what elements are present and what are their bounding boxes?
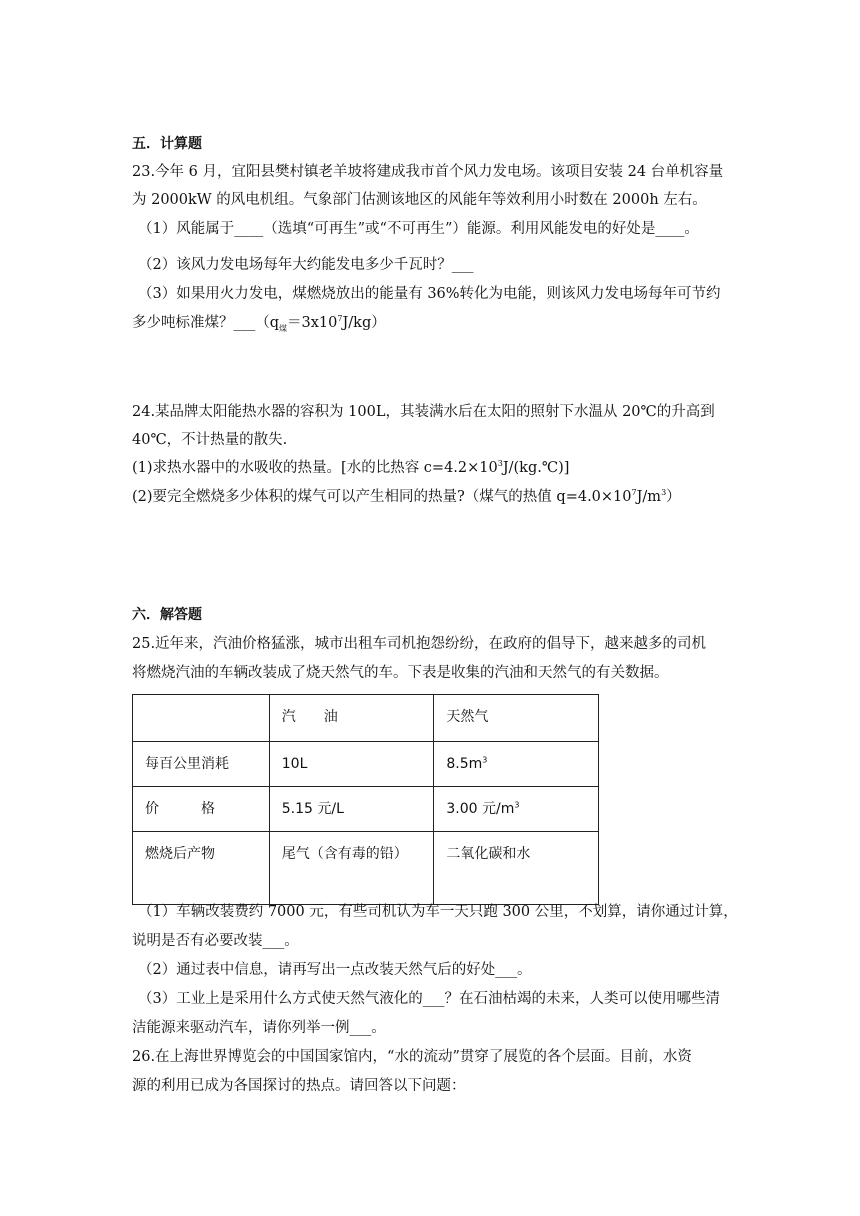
- q26-line-2: 源的利用已成为各国探讨的热点。请回答以下问题：: [132, 1078, 466, 1094]
- q24-part-2: (2)要完全燃烧多少体积的煤气可以产生相同的热量?（煤气的热值 $q=4.0\times 10^7J/m^3$）: [132, 488, 681, 505]
- fuel-comparison-table: [132, 694, 599, 905]
- q23-part-1: （1）风能属于____（选填“可再生”或“不可再生”）能源。利用风能发电的好处是____。: [138, 221, 699, 237]
- q25-part-1-line-2: 说明是否有必要改装___。: [132, 933, 299, 949]
- section-heading-answer: 六．解答题: [132, 607, 202, 623]
- table-cell: 二氧化碳和水: [434, 832, 599, 905]
- table-row: [133, 787, 599, 832]
- table-header-gasoline: 汽 油: [269, 695, 434, 742]
- table-row-label: 每百公里消耗: [133, 742, 270, 787]
- q23-part-3-line-2: 多少吨标准煤？$\_\_\_(q_煤=3x10^7J/kg)$: [132, 314, 386, 333]
- table-row-label: 价 格: [133, 787, 270, 832]
- table-row: [133, 695, 599, 742]
- section-heading-calculation: 五．计算题: [132, 136, 202, 152]
- q24-line-1: 24.某品牌太阳能热水器的容积为 100L，其装满水后在太阳的照射下水温从 20℃的升高到: [132, 404, 715, 420]
- q23-part-2: （2）该风力发电场每年大约能发电多少千瓦时？___: [138, 257, 474, 273]
- table-row: [133, 832, 599, 905]
- table-cell: $8.5m^3$: [434, 742, 599, 787]
- q26-line-1: 26.在上海世界博览会的中国国家馆内，“水的流动”贯穿了展览的各个层面。目前，水资: [132, 1049, 692, 1065]
- table-cell: 3.00 元$/m^3$: [434, 787, 599, 832]
- table-cell: [133, 695, 270, 742]
- q24-line-2: 40℃，不计热量的散失.: [132, 432, 288, 448]
- q25-line-2: 将燃烧汽油的车辆改装成了烧天然气的车。下表是收集的汽油和天然气的有关数据。: [132, 665, 669, 681]
- table-row-label: 燃烧后产物: [133, 832, 270, 905]
- q23-line-1: 23.今年 6 月，宜阳县樊村镇老羊坡将建成我市首个风力发电场。该项目安装 24 台单机容量: [132, 164, 724, 180]
- q23-part-3-line-1: （3）如果用火力发电，煤燃烧放出的能量有 36%转化为电能，则该风力发电场每年可节约: [138, 286, 721, 302]
- q25-part-3-line-2: 洁能源来驱动汽车，请你列举一例___。: [132, 1020, 386, 1036]
- table-cell: 5.15 元/L: [269, 787, 434, 832]
- table-cell: 尾气（含有毒的铅）: [269, 832, 434, 905]
- q25-part-2: （2）通过表中信息，请再写出一点改装天然气后的好处___。: [138, 962, 532, 978]
- table-header-natural-gas: 天然气: [434, 695, 599, 742]
- q24-part-1: (1)求热水器中的水吸收的热量。[水的比热容 $c=4.2\times 10^3J/(kg.℃)$]: [132, 459, 570, 476]
- q23-line-2: 为 2000kW 的风电机组。气象部门估测该地区的风能年等效利用小时数在 2000h 左右。: [132, 192, 707, 208]
- q25-part-3-line-1: （3）工业上是采用什么方式使天然气液化的___？在石油枯竭的未来，人类可以使用哪些清: [138, 991, 720, 1007]
- q25-part-1-line-1: （1）车辆改装费约 7000 元，有些司机认为车一天只跑 300 公里，不划算，请你通过计算，: [138, 904, 738, 920]
- table-cell: 10L: [269, 742, 434, 787]
- table-row: [133, 742, 599, 787]
- q25-line-1: 25.近年来，汽油价格猛涨，城市出租车司机抱怨纷纷，在政府的倡导下，越来越多的司机: [132, 636, 707, 652]
